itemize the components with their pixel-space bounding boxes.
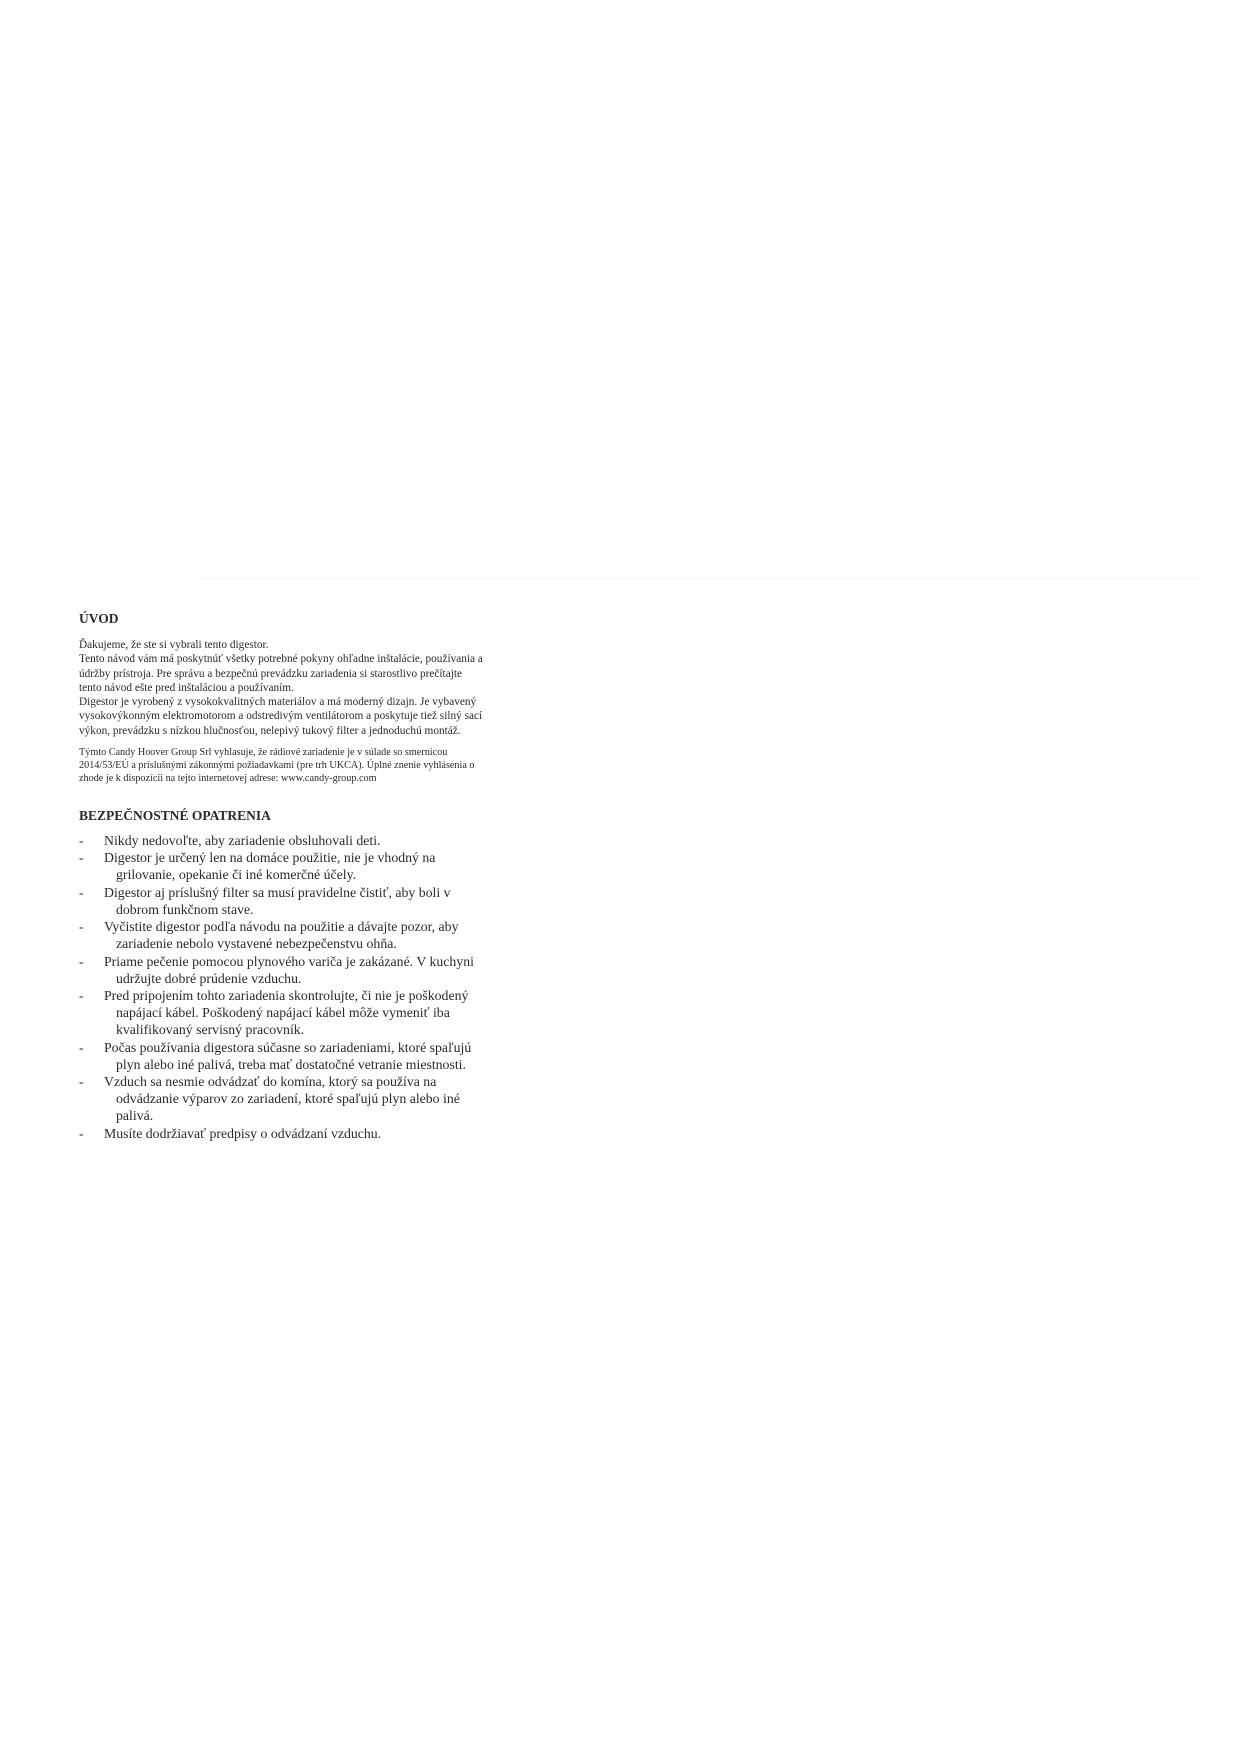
bullet-dash: -	[79, 850, 84, 866]
bullet-dash: -	[79, 1125, 84, 1141]
intro-paragraph: Digestor je vyrobený z vysokokvalitných materiálov a má moderný dizajn. Je vybavený vysokovýkonným elektromotorom a odstredivým ventilátorom a poskytuje tiež silný sací výkon, prevádzku s nízkou hlučnosťou, nelepivý tukový filter a jednoduchú montáž.	[79, 696, 483, 737]
safety-item: - Digestor je určený len na domáce použitie, nie je vhodný na grilovanie, opekanie či iné komerčné účely.	[79, 850, 436, 883]
safety-item: - Pred pripojením tohto zariadenia skontrolujte, či nie je poškodený napájací kábel. Poškodený napájací kábel môže vymeniť iba kvalifikovaný servisný pracovník.	[79, 987, 469, 1038]
intro-section	[79, 638, 484, 738]
bullet-dash: -	[79, 1039, 84, 1055]
safety-item: - Musíte dodržiavať predpisy o odvádzaní vzduchu.	[79, 1125, 382, 1141]
intro-heading: ÚVOD	[79, 611, 119, 626]
bullet-dash: -	[79, 953, 84, 969]
safety-item: - Priame pečenie pomocou plynového variča je zakázané. V kuchyni udržujte dobré prúdenie vzduchu.	[79, 953, 474, 986]
page-divider	[200, 578, 1200, 579]
bullet-dash: -	[79, 987, 84, 1003]
intro-paragraph: Tento návod vám má poskytnúť všetky potrebné pokyny ohľadne inštalácie, používania a údržby prístroja. Pre správu a bezpečnú prevádzku zariadenia si starostlivo prečítajte tento návod ešte pred inštaláciou a používaním.	[79, 653, 483, 694]
bullet-dash: -	[79, 884, 84, 900]
bullet-dash: -	[79, 833, 84, 849]
safety-item: - Vzduch sa nesmie odvádzať do komína, ktorý sa používa na odvádzanie výparov zo zariadení, ktoré spaľujú plyn alebo iné palivá.	[79, 1073, 460, 1124]
conformity-declaration: Týmto Candy Hoover Group Srl vyhlasuje, že rádiové zariadenie je v súlade so smernicou 2014/53/EÚ a príslušnými zákonnými požiadavkami (pre trh UKCA). Úplné znenie vyhlásenia o zhode je k dispozícii na tejto internetovej adrese: www.candy-group.com	[79, 747, 475, 785]
safety-item: - Vyčistite digestor podľa návodu na použitie a dávajte pozor, aby zariadenie nebolo vystavené nebezpečenstvu ohňa.	[79, 919, 459, 952]
safety-item: - Počas používania digestora súčasne so zariadeniami, ktoré spaľujú plyn alebo iné palivá, treba mať dostatočné vetranie miestnosti.	[79, 1039, 472, 1072]
bullet-dash: -	[79, 1073, 84, 1089]
document-column	[79, 610, 484, 1177]
safety-list	[79, 832, 484, 1142]
bullet-dash: -	[79, 919, 84, 935]
safety-item: - Digestor aj príslušný filter sa musí pravidelne čistiť, aby boli v dobrom funkčnom stave.	[79, 884, 451, 917]
safety-list-viewport	[79, 832, 484, 1177]
intro-paragraph: Ďakujeme, že ste si vybrali tento digestor.	[79, 639, 269, 651]
safety-item: - Nikdy nedovoľte, aby zariadenie obsluhovali deti.	[79, 833, 381, 849]
safety-heading: BEZPEČNOSTNÉ OPATRENIA	[79, 808, 271, 824]
